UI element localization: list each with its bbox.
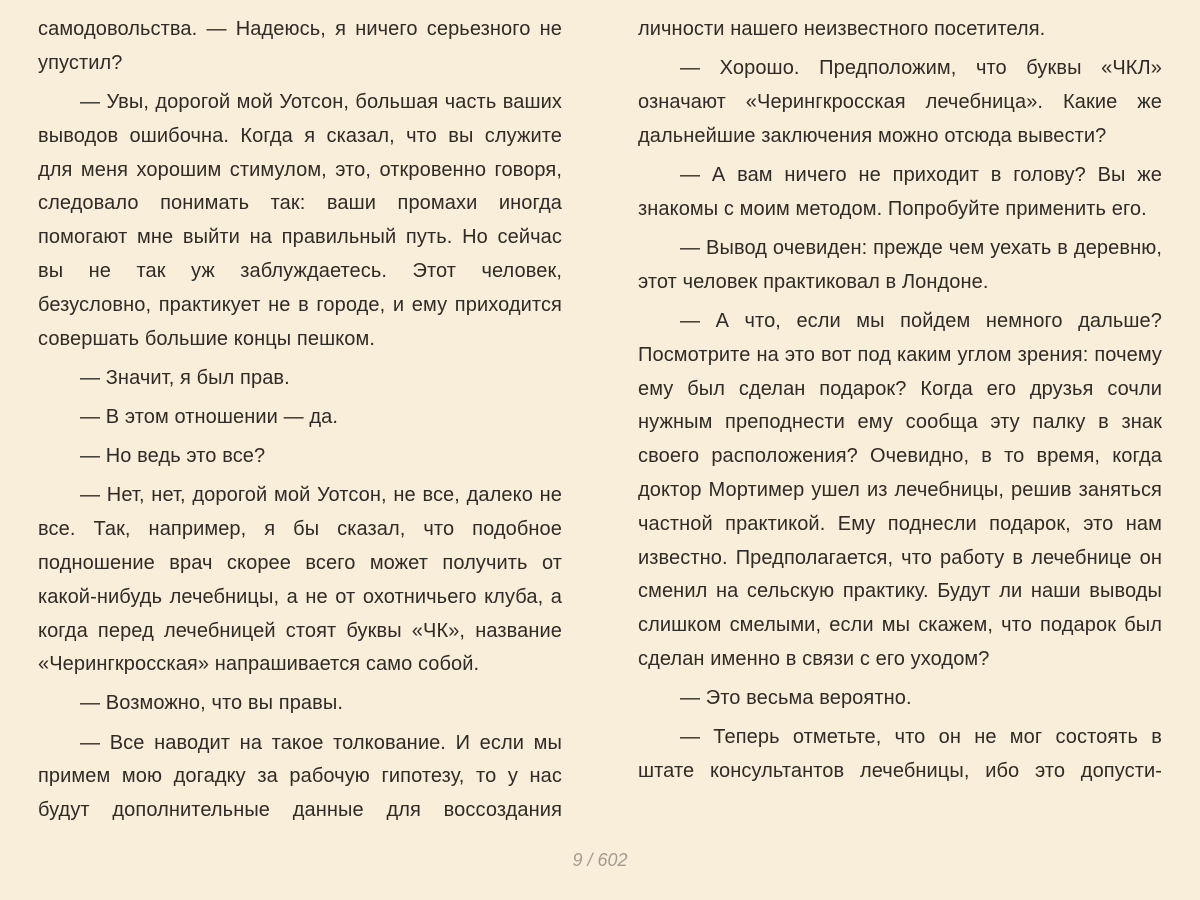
paragraph: — Все наводит на такое толкование. И если мы примем мою догадку за рабочую гипотезу, то у нас будут дополнительные данные для воссоздания <box>38 731 562 822</box>
page-number: 9 / 602 <box>572 850 628 870</box>
text-column-left <box>38 13 562 833</box>
paragraph: — В этом отношении — да. <box>80 405 339 428</box>
paragraph: — Теперь отметьте, что он не мог состоять в штате консультантов лечебницы, ибо это допусти- <box>638 726 1162 783</box>
paragraph: — Возможно, что вы правы. <box>80 692 343 715</box>
paragraph: — Увы, дорогой мой Уотсон, большая часть ваших выводов ошибочна. Когда я сказал, что вы служите для меня хорошим стимулом, это, откровенно говоря, следовало понимать так: ваши промахи иногда помогают мне выйти на правильный путь. Но сейчас вы не так уж заблуждаетесь. Этот человек, безусловно, практикует не в городе, и ему приходится совершать большие концы пешком. <box>38 90 562 350</box>
paragraph: самодовольства. — Надеюсь, я ничего серьезного не упустил? <box>38 18 562 74</box>
paragraph: — Вывод очевиден: прежде чем уехать в деревню, этот человек практиковал в Лондоне. <box>638 236 1162 293</box>
paragraph: — Это весьма вероятно. <box>680 687 912 710</box>
paragraph: личности нашего неизвестного посетителя. <box>638 18 1046 40</box>
paragraph: — Хорошо. Предположим, что буквы «ЧКЛ» означают «Черингкросская лечебница». Какие же дальнейшие заключения можно отсюда вывести? <box>638 57 1162 147</box>
paragraph: — Но ведь это все? <box>80 445 266 468</box>
paragraph: — Нет, нет, дорогой мой Уотсон, не все, далеко не все. Так, например, я бы сказал, что подобное подношение врач скорее всего может получить от какой-нибудь лечебницы, а не от охотничьего клуба, а когда перед лечебницей стоят буквы «ЧК», название «Черингкросская» напрашивается само собой. <box>38 484 562 676</box>
paragraph: — А что, если мы пойдем немного дальше? Посмотрите на это вот под каким углом зрения: почему ему был сделан подарок? Когда его друзья сочли нужным преподнести ему сообща эту палку в знак своего расположения? Очевидно, в то время, когда доктор Мортимер ушел из лечебницы, решив заняться частной практикой. Ему поднесли подарок, это нам известно. Предполагается, что работу в лечебнице он сменил на сельскую практику. Будут ли наши выводы слишком смелыми, если мы скажем, что подарок был сделан именно в связи с его уходом? <box>638 309 1162 670</box>
paragraph: — А вам ничего не приходит в голову? Вы же знакомы с моим методом. Попробуйте применить его. <box>638 163 1162 220</box>
text-column-right <box>638 13 1162 794</box>
paragraph: — Значит, я был прав. <box>80 366 290 389</box>
